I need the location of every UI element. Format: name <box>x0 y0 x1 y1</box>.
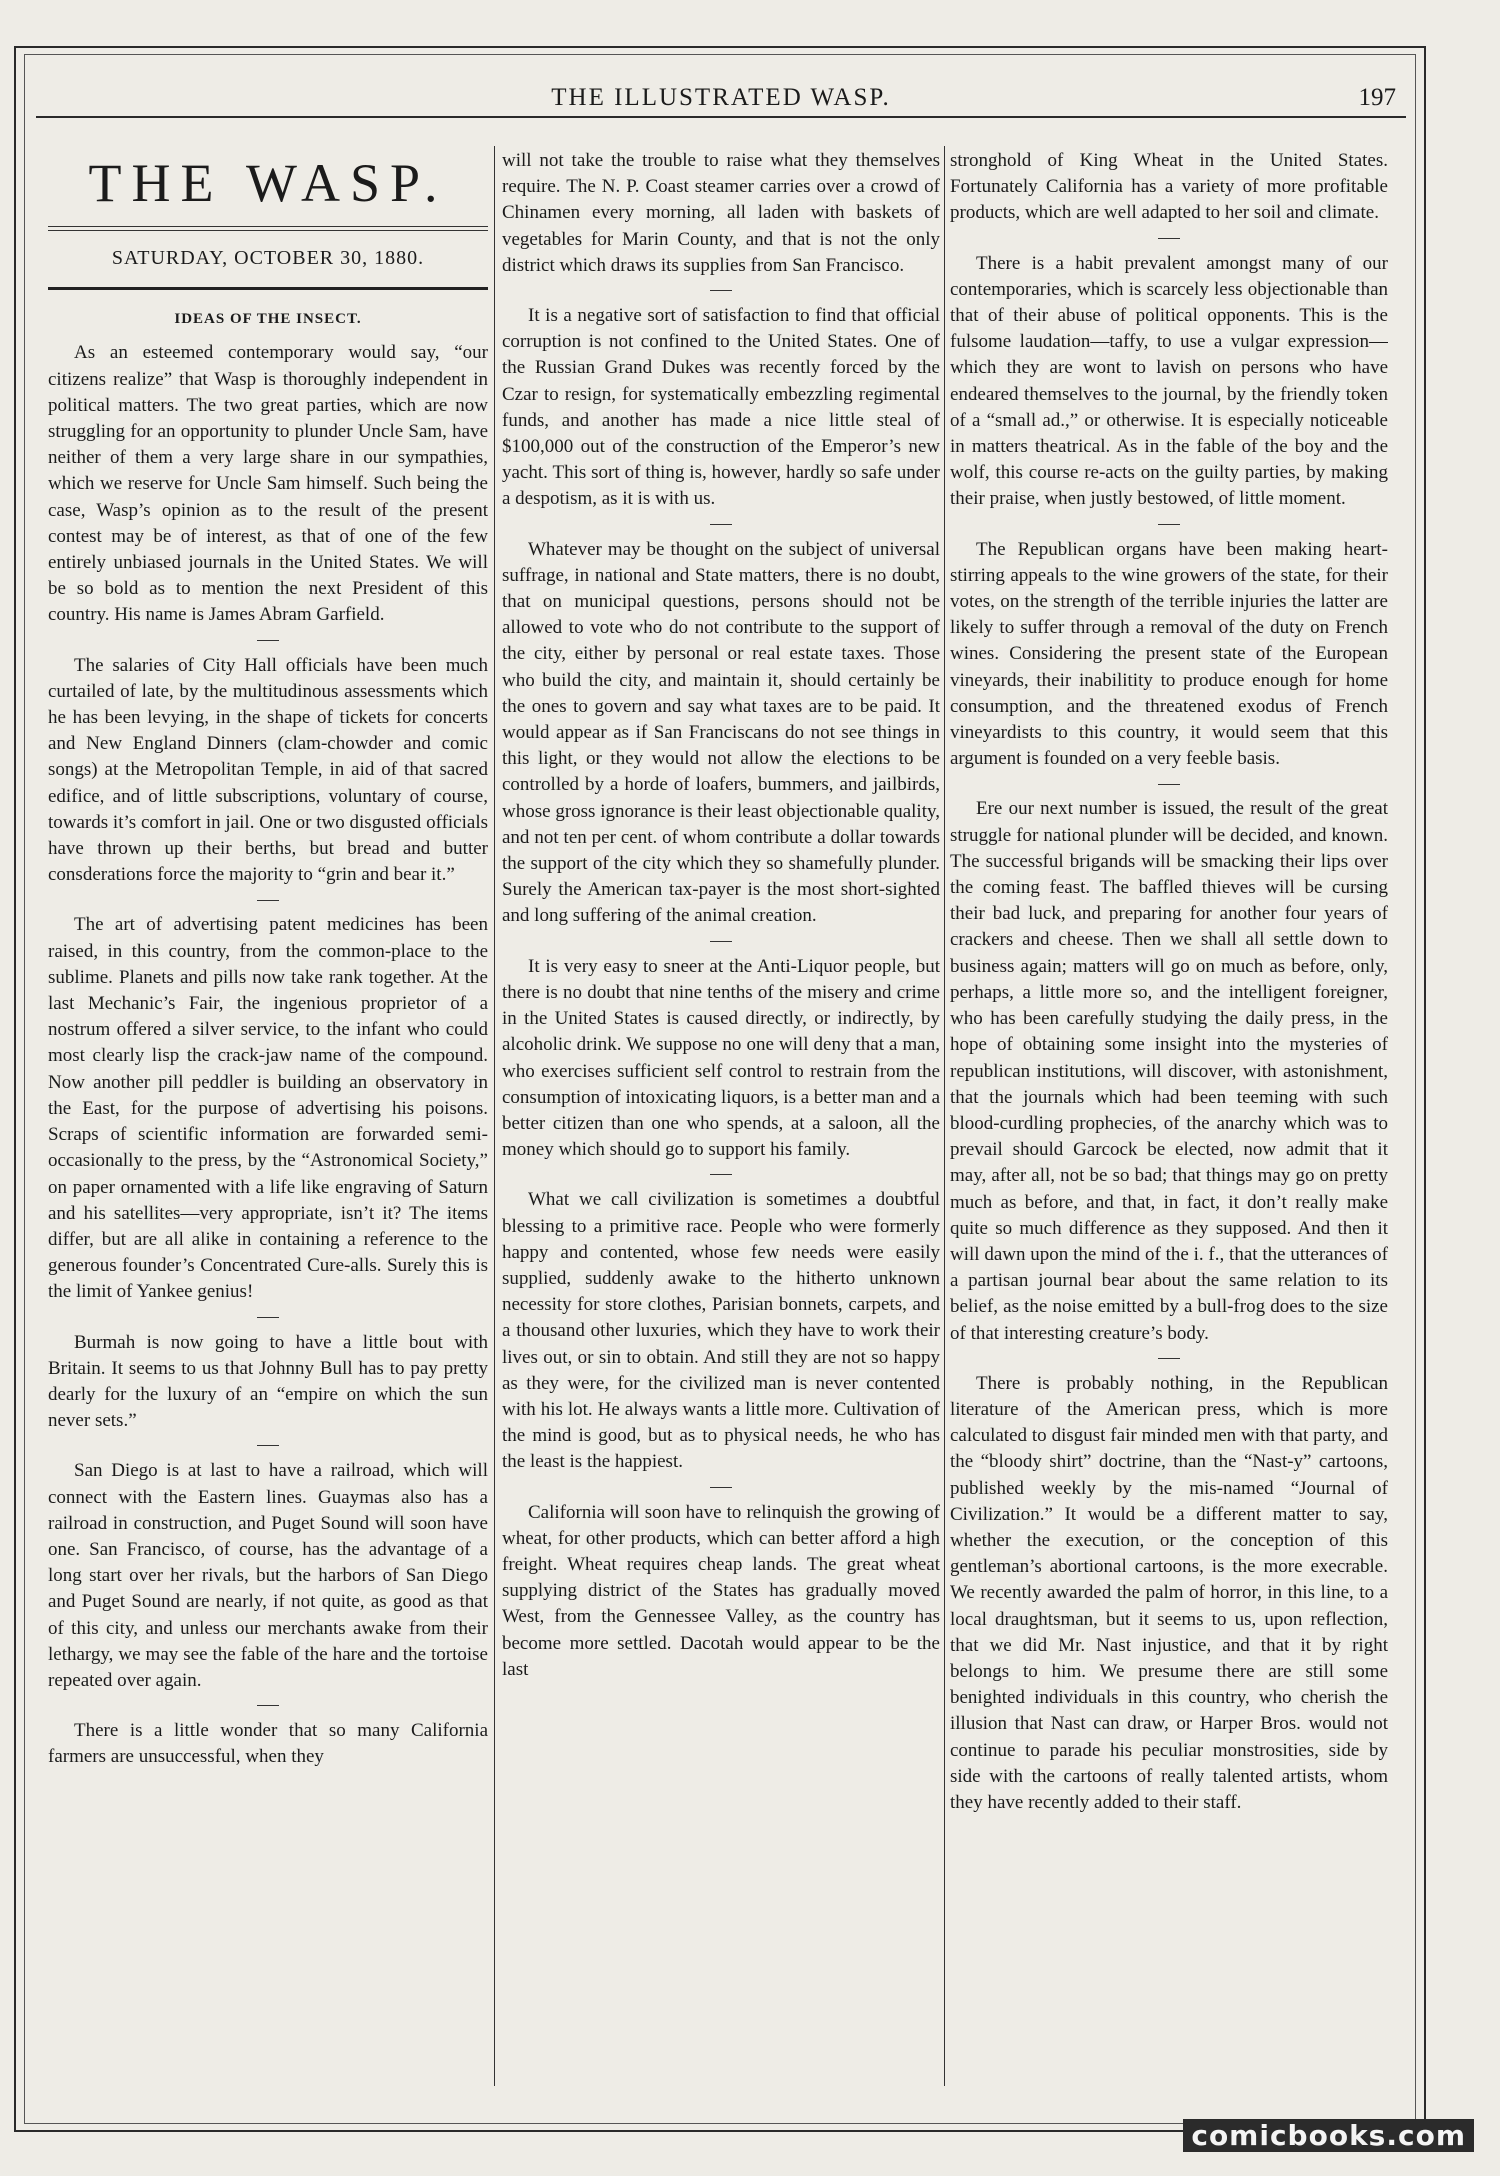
paragraph: What we call civilization is sometimes a doubtful blessing to a primitive race. People who were formerly happy and contented, whose few needs were easily supplied, suddenly awake to the hitherto unknown necessity for store clothes, Parisian bonnets, carpets, and a thousand other luxuries, which they have to work their lives out, or sin to obtain. And still they are not so happy as they were, for the civilized man is never contented with his lot. He always wants a little more. Cultivation of the mind is good, but as to physical needs, he who has the least is the happiest. <box>502 1189 940 1473</box>
running-head <box>36 80 1406 118</box>
separator-dash <box>950 1349 1388 1367</box>
column-rule-1 <box>494 146 495 2086</box>
paragraph: will not take the trouble to raise what they themselves require. The N. P. Coast steamer carries over a crowd of Chinamen every morning, all laden with baskets of vegetables for Marin County, and that is not the only district which draws its supplies from San Francisco. <box>502 150 940 276</box>
separator-dash <box>48 890 488 908</box>
paragraph: Burmah is now going to have a little bout with Britain. It seems to us that Johnny Bull has to pay pretty dearly for the luxury of an “empire on which the sun never sets.” <box>48 1331 488 1432</box>
separator-dash <box>950 515 1388 533</box>
separator-dash <box>502 281 940 299</box>
paragraph: There is probably nothing, in the Republican literature of the American press, which is more calculated to disgust fair minded men with that party, and the “bloody shirt” doctrine, than the “Nast-y” cartoons, published weekly by the mis-named “Journal of Civilization.” It would be a different matter to say, whether the execution, or the conception of this gentleman’s abortional cartoons, is the more execrable. We recently awarded the palm of horror, in this line, to a local draughtsman, but it seems to us, upon reflection, that we did Mr. Nast injustice, and that it by right belongs to him. We presume there are still some benighted individuals in this country, who cherish the illusion that Nast can draw, or Harper Bros. would not continue to parade his peculiar monstrosities, side by side with the cartoons of really talented artists, whom they have recently added to their staff. <box>950 1372 1388 1813</box>
paragraph: It is very easy to sneer at the Anti-Liquor people, but there is no doubt that nine tenths of the misery and crime in the United States is caused directly, or indirectly, by alcoholic drink. We suppose no one will deny that a man, who exercises sufficient self control to restrain from the consumption of intoxicating liquors, is a better man and a better citizen than one who spends, at a saloon, all the money which should go to support his family. <box>502 955 940 1161</box>
paragraph: There is a little wonder that so many California farmers are unsuccessful, when they <box>48 1720 488 1768</box>
paragraph: It is a negative sort of satisfaction to find that official corruption is not confined to the United States. One of the Russian Grand Dukes was recently forced by the Czar to resign, for systematically embezzling regimental funds, and another has made a nice little steal of $100,000 out of the construction of the Emperor’s new yacht. This sort of thing is, however, hardly so safe under a despotism, as it is with us. <box>502 305 940 510</box>
running-head-title: THE ILLUSTRATED WASP. <box>551 84 891 111</box>
paragraph: stronghold of King Wheat in the United States. Fortunately California has a variety of more profitable products, which are well adapted to her soil and climate. <box>950 150 1388 224</box>
separator-dash <box>502 1165 940 1183</box>
paragraph: The Republican organs have been making heart-stirring appeals to the wine growers of the state, for their votes, on the strength of the terrible injuries the latter are likely to suffer through a removal of the duty on French wines. Considering the present state of the European vineyards, their inabilitity to produce enough for home consumption, and the threatened exodus of French vineyardists to this country, it would seem that this argument is founded on a very feeble basis. <box>950 538 1388 770</box>
masthead-rule-2 <box>48 230 488 231</box>
paragraph: Ere our next number is issued, the result of the great struggle for national plunder will be decided, and known. The successful brigands will be smacking their lips over the coming feast. The baffled thieves will be cursing their bad luck, and preparing for another four years of crackers and cheese. Then we shall all settle down to business again; matters will go on much as before, only, perhaps, a little more so, and the intelligent foreigner, who has been carefully studying the daily press, in the hope of obtaining some insight into the mysteries of republican institutions, will discover, with astonishment, that the journals which had been teeming with such blood-curdling prophecies, of the anarchy which was to prevail should Garcock be elected, now admit that it may, after all, not be so bad; that things may go on pretty much as before, and that, in fact, it don’t really make quite so much difference as they supposed. And then it will dawn upon the mind of the i. f., that the utterances of a partisan journal bear about the same relation to its belief, as the noise emitted by a bull-frog does to the size of that interesting creature’s body. <box>950 798 1388 1344</box>
paragraph: The art of advertising patent medicines has been raised, in this country, from the common-place to the sublime. Planets and pills now take rank together. At the last Mechanic’s Fair, the ingenious proprietor of a nostrum offered a silver service, to the infant who could most clearly lisp the crack-jaw name of the compound. Now another pill peddler is building an observatory in the East, for the purpose of advertising his poisons. Scraps of scientific information are forwarded semi-occasionally to the press, by the “Astronomical Society,” on paper ornamented with a life like engraving of Saturn and his satellites—very appropriate, isn’t it? The items differ, but are all alike in containing a reference to the generous founder’s Concentrated Cure-alls. Surely this is the limit of Yankee genius! <box>48 914 488 1303</box>
paragraph: Whatever may be thought on the subject of universal suffrage, in national and State matters, there is no doubt, that on municipal questions, persons should not be allowed to vote who do not contribute to the support of the city, either by personal or real estate taxes. Those who build the city, and maintain it, should certainly be the ones to govern and say what taxes are to be paid. It would appear as if San Franciscans do not see things in this light, or they would not allow the elections to be controlled by a horde of loafers, bummers, and jailbirds, whose gross ignorance is their least objectionable quality, and not ten per cent. of whom contribute a dollar towards the support of the city which they so shamefully plunder. Surely the American tax-payer is the most short-sighted and long suffering of the animal creation. <box>502 538 940 927</box>
separator-dash <box>950 774 1388 792</box>
paragraph: San Diego is at last to have a railroad, which will connect with the Eastern lines. Guaymas also has a railroad in construction, and Puget Sound will soon have one. San Francisco, of course, has the advantage of a long start over her rivals, but the harbors of San Diego and Puget Sound are nearly, if not quite, as good as that of this city, and unless our merchants awake from their lethargy, we may see the fable of the hare and the tortoise repeated over again. <box>48 1460 488 1691</box>
section-heading: IDEAS OF THE INSECT. <box>174 311 362 328</box>
separator-dash <box>48 631 488 649</box>
issue-date: SATURDAY, OCTOBER 30, 1880. <box>111 247 425 269</box>
paragraph: California will soon have to relinquish the growing of wheat, for other products, which can better afford a high freight. Wheat requires cheap lands. The great wheat supplying district of the States has gradually moved West, from the Gennessee Valley, as the country has become more settled. Dacotah would appear to be the last <box>502 1501 940 1680</box>
date-rule <box>48 287 488 290</box>
separator-dash <box>48 1436 488 1454</box>
separator-dash <box>48 1696 488 1714</box>
separator-dash <box>48 1308 488 1326</box>
paragraph: As an esteemed contemporary would say, “our citizens realize” that Wasp is thoroughly independent in political matters. The two great parties, which are now struggling for an opportunity to plunder Uncle Sam, have neither of them a very large share in our sympathies, which we reserve for Uncle Sam himself. Such being the case, Wasp’s opinion as to the result of the present contest may be of interest, as that of one of the few entirely unbiased journals in the United States. We will be so bold as to mention the next President of this country. His name is James Abram Garfield. <box>48 342 488 626</box>
column-rule-2 <box>944 146 945 2086</box>
paragraph: The salaries of City Hall officials have been much curtailed of late, by the multitudinous assessments which he has been levying, in the shape of tickets for concerts and New England Dinners (clam-chowder and comic songs) at the Metropolitan Temple, in aid of that sacred edifice, and of little subscriptions, voluntary of course, towards it’s comfort in jail. One or two disgusted officials have thrown up their berths, but bread and butter consderations force the majority to “grin and bear it.” <box>48 654 488 886</box>
separator-dash <box>502 1478 940 1496</box>
separator-dash <box>502 932 940 950</box>
masthead-rule <box>48 226 488 227</box>
separator-dash <box>502 515 940 533</box>
paragraph: There is a habit prevalent amongst many of our contemporaries, which is scarcely less objectionable than that of their abuse of political opponents. This is the fulsome laudation—taffy, to use a vulgar expression—which they are wont to lavish on persons who have endeared themselves to the journal, by the friendly token of a “small ad.,” or otherwise. It is especially noticeable in matters theatrical. As in the fable of the boy and the wolf, this course re-acts on the guilty parties, by making their praise, when justly bestowed, of little moment. <box>950 252 1388 510</box>
column-2 <box>502 148 940 2084</box>
separator-dash <box>950 229 1388 247</box>
column-1 <box>48 148 488 2084</box>
masthead-title: THE WASP. <box>88 153 448 213</box>
page-number: 197 <box>1358 84 1396 111</box>
watermark-logo: comicbooks.com <box>1183 2119 1474 2152</box>
column-3 <box>950 148 1388 2084</box>
